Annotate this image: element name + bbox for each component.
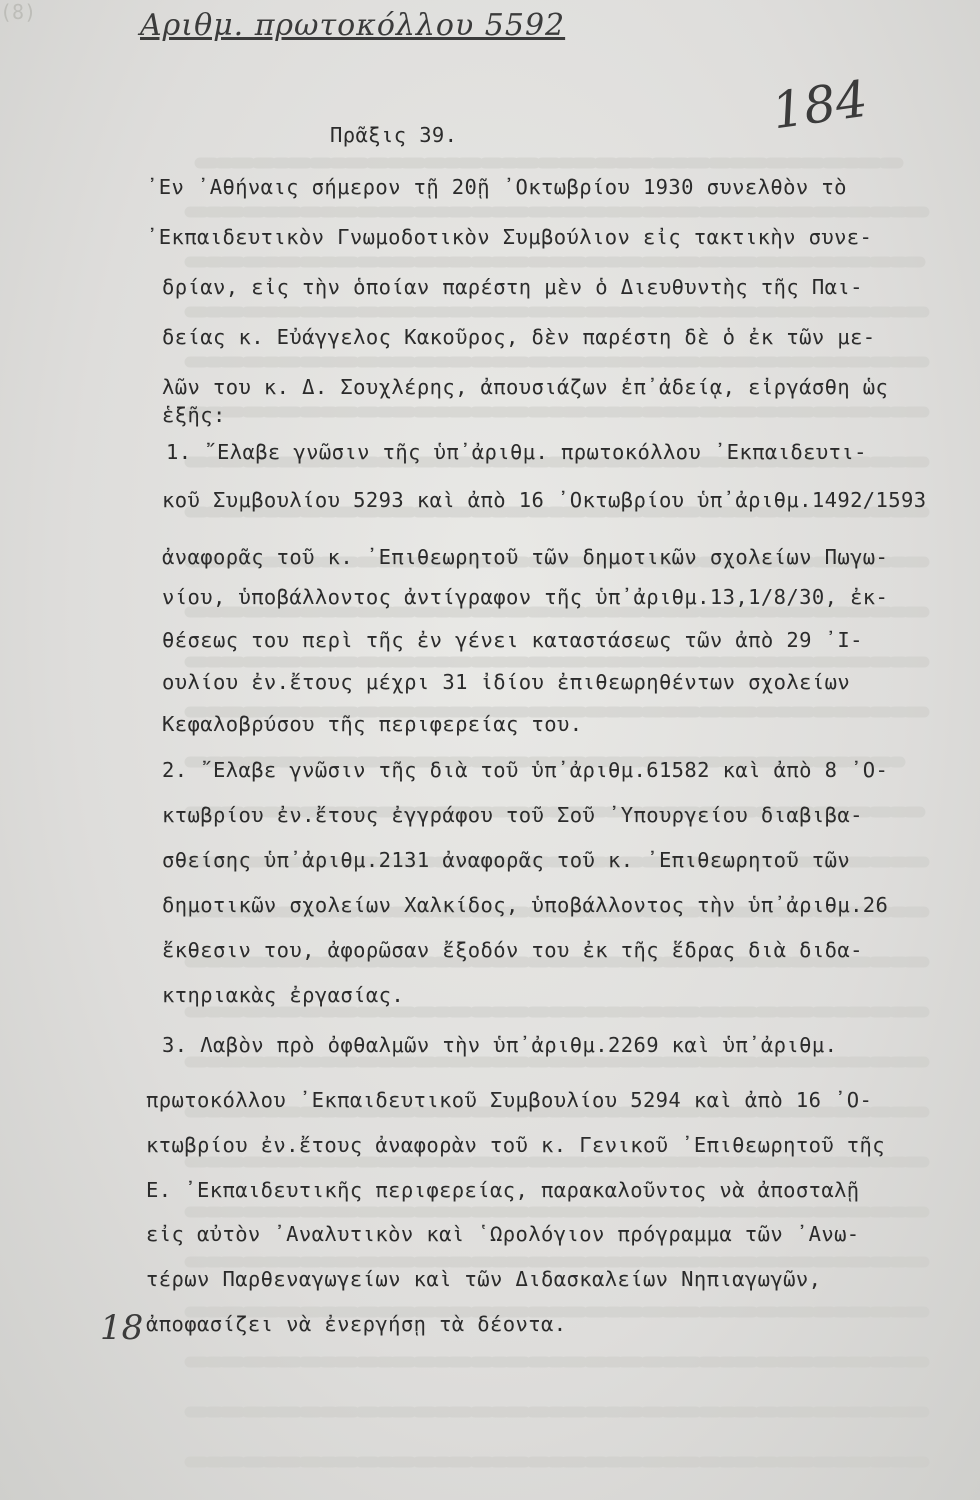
handwritten-folio-number: 184 [768,69,872,141]
text-line: Κεφαλοβρύσου τῆς περιφερείας του. [162,712,583,736]
text-line: πρωτοκόλλου ᾿Εκπαιδευτικοῦ Συμβουλίου 5294 καὶ ἀπὸ 16 ᾿Ο- [146,1088,873,1112]
text-line: Ε. ᾿Εκπαιδευτικῆς περιφερείας, παρακαλοῦντος νὰ ἀποσταλῇ [146,1178,860,1202]
text-line: θέσεως του περὶ τῆς ἐν γένει καταστάσεως τῶν ἀπὸ 29 ᾿Ι- [162,628,863,652]
text-line: κτωβρίου ἐν.ἔτους ἀναφορὰν τοῦ κ. Γενικοῦ ᾿Επιθεωρητοῦ τῆς [146,1133,886,1157]
text-line: ᾿Εκπαιδευτικὸν Γνωμοδοτικὸν Συμβούλιον εἰς τακτικὴν συνε- [146,225,873,249]
text-line: δημοτικῶν σχολείων Χαλκίδος, ὑποβάλλοντος τὴν ὑπ᾿ἀριθμ.26 [162,893,889,917]
text-line: νίου, ὑποβάλλοντος ἀντίγραφον τῆς ὑπ᾿ἀριθμ.13,1/8/30, ἐκ- [162,585,889,609]
text-line: κτηριακὰς ἐργασίας. [162,983,405,1007]
text-line: κοῦ Συμβουλίου 5293 καὶ ἀπὸ 16 ᾿Οκτωβρίου ὑπ᾿ἀριθμ.1492/1593 [162,488,927,512]
text-line: κτωβρίου ἐν.ἔτους ἐγγράφου τοῦ Σοῦ ᾿Υπουργείου διαβιβα- [162,803,863,827]
text-line: 1. ῎Ελαβε γνῶσιν τῆς ὑπ᾿ἀριθμ. πρωτοκόλλου ᾿Εκπαιδευτι- [166,440,867,464]
text-line: ἀποφασίζει νὰ ἐνεργήσῃ τὰ δέοντα. [146,1312,567,1336]
text-line: εἰς αὐτὸν ᾿Αναλυτικὸν καὶ ῾Ωρολόγιον πρόγραμμα τῶν ᾿Ανω- [146,1222,860,1246]
text-line: ἔκθεσιν του, ἀφορῶσαν ἔξοδόν του ἐκ τῆς ἕδρας διὰ διδα- [162,938,863,962]
text-line: ἑξῆς: [162,403,226,427]
text-line: ᾿Εν ᾿Αθήναις σήμερον τῇ 20ῇ ᾿Οκτωβρίου 1930 συνελθὸν τὸ [146,175,847,199]
text-line: δείας κ. Εὐάγγελος Κακοῦρος, δὲν παρέστη δὲ ὁ ἐκ τῶν με- [162,325,876,349]
handwritten-margin-mark: 18 [100,1308,144,1348]
handwritten-archive-note: Αριθμ. πρωτοκόλλου 5592 [140,8,566,43]
text-line: ἀναφορᾶς τοῦ κ. ᾿Επιθεωρητοῦ τῶν δημοτικῶν σχολείων Πωγω- [162,545,889,569]
text-line: λῶν του κ. Δ. Σουχλέρης, ἀπουσιάζων ἐπ᾿ἀδείᾳ, εἰργάσθη ὡς [162,375,889,399]
text-line: δρίαν, εἰς τὴν ὁποίαν παρέστη μὲν ὁ Διευθυντὴς τῆς Παι- [162,275,863,299]
act-title: Πρᾶξις 39. [330,123,458,147]
text-line: 2. ῎Ελαβε γνῶσιν τῆς διὰ τοῦ ὑπ᾿ἀριθμ.61582 καὶ ἀπὸ 8 ᾿Ο- [162,758,889,782]
text-line: ουλίου ἐν.ἔτους μέχρι 31 ἰδίου ἐπιθεωρηθέντων σχολείων [162,670,851,694]
text-line: τέρων Παρθεναγωγείων καὶ τῶν Διδασκαλείων Νηπιαγωγῶν, [146,1267,822,1291]
text-line: 3. Λαβὸν πρὸ ὀφθαλμῶν τὴν ὑπ᾿ἀριθμ.2269 καὶ ὑπ᾿ἀριθμ. [162,1033,838,1057]
page-number: (8) [0,0,37,24]
text-line: σθείσης ὑπ᾿ἀριθμ.2131 ἀναφορᾶς τοῦ κ. ᾿Επιθεωρητοῦ τῶν [162,848,851,872]
